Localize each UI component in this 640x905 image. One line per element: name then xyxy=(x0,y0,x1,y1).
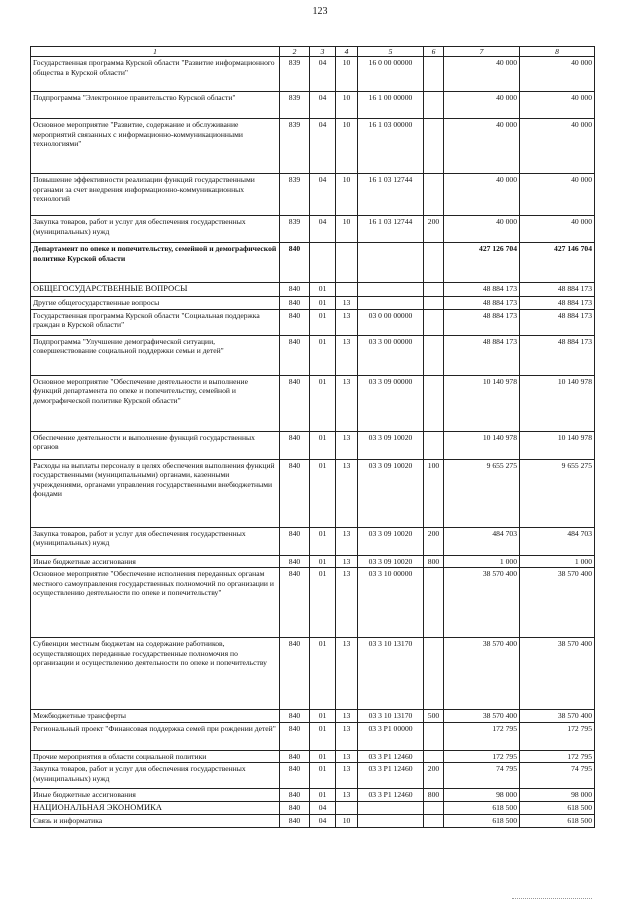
row-amount-year1: 172 795 xyxy=(444,722,520,750)
column-header: 6 xyxy=(424,47,444,57)
row-ministry-code: 840 xyxy=(280,722,310,750)
row-amount-year1: 40 000 xyxy=(444,174,520,216)
row-target-code: 16 1 03 12744 xyxy=(358,216,424,243)
page-number: 123 xyxy=(312,6,328,17)
row-expense-type xyxy=(424,57,444,92)
row-section-code xyxy=(310,243,336,283)
row-amount-year1: 38 570 400 xyxy=(444,638,520,710)
row-subsection-code xyxy=(336,243,358,283)
row-amount-year2: 10 140 978 xyxy=(520,431,595,459)
row-amount-year1: 98 000 xyxy=(444,789,520,801)
row-name: Основное мероприятие "Обеспечение исполнения переданных органам местного самоуправления государственных полномочий по организации и осуществлению деятельности по опеке и попечительству" xyxy=(31,568,280,638)
row-subsection-code: 13 xyxy=(336,527,358,555)
column-header: 4 xyxy=(336,47,358,57)
row-expense-type: 200 xyxy=(424,216,444,243)
row-section-code: 04 xyxy=(310,216,336,243)
row-ministry-code: 839 xyxy=(280,57,310,92)
column-header: 7 xyxy=(444,47,520,57)
table-row xyxy=(31,174,595,216)
row-subsection-code xyxy=(336,283,358,297)
row-name: Региональный проект "Финансовая поддержка семей при рождении детей" xyxy=(31,722,280,750)
row-section-code: 01 xyxy=(310,459,336,527)
row-name: Иные бюджетные ассигнования xyxy=(31,555,280,567)
row-amount-year2: 40 000 xyxy=(520,57,595,92)
table-row xyxy=(31,801,595,815)
table-header-row xyxy=(31,47,595,57)
row-subsection-code: 13 xyxy=(336,638,358,710)
table-row xyxy=(31,57,595,92)
row-amount-year2: 427 146 704 xyxy=(520,243,595,283)
row-ministry-code: 839 xyxy=(280,174,310,216)
row-amount-year1: 38 570 400 xyxy=(444,710,520,722)
table-row xyxy=(31,297,595,309)
row-amount-year1: 618 500 xyxy=(444,801,520,815)
row-ministry-code: 839 xyxy=(280,119,310,174)
row-expense-type: 800 xyxy=(424,555,444,567)
row-target-code: 16 1 00 00000 xyxy=(358,92,424,119)
row-amount-year1: 10 140 978 xyxy=(444,431,520,459)
row-target-code: 03 3 09 10020 xyxy=(358,527,424,555)
row-amount-year1: 48 884 173 xyxy=(444,335,520,375)
row-name: Обеспечение деятельности и выполнение функций государственных органов xyxy=(31,431,280,459)
row-target-code: 03 3 P1 12460 xyxy=(358,789,424,801)
row-ministry-code: 840 xyxy=(280,815,310,827)
table-row xyxy=(31,815,595,827)
row-ministry-code: 840 xyxy=(280,375,310,431)
row-ministry-code: 840 xyxy=(280,459,310,527)
row-subsection-code: 13 xyxy=(336,555,358,567)
row-target-code: 03 3 P1 12460 xyxy=(358,750,424,762)
row-amount-year2: 74 795 xyxy=(520,763,595,789)
row-ministry-code: 840 xyxy=(280,568,310,638)
row-expense-type: 100 xyxy=(424,459,444,527)
table-row xyxy=(31,335,595,375)
table-row xyxy=(31,216,595,243)
row-name: ОБЩЕГОСУДАРСТВЕННЫЕ ВОПРОСЫ xyxy=(31,283,280,297)
row-ministry-code: 840 xyxy=(280,801,310,815)
row-subsection-code: 13 xyxy=(336,763,358,789)
row-target-code xyxy=(358,297,424,309)
row-section-code: 01 xyxy=(310,527,336,555)
row-name: Государственная программа Курской области "Социальная поддержка граждан в Курской области" xyxy=(31,309,280,335)
row-subsection-code: 10 xyxy=(336,174,358,216)
row-amount-year2: 48 884 173 xyxy=(520,283,595,297)
row-amount-year2: 40 000 xyxy=(520,92,595,119)
table-row xyxy=(31,568,595,638)
row-expense-type xyxy=(424,750,444,762)
row-expense-type xyxy=(424,335,444,375)
row-name: Иные бюджетные ассигнования xyxy=(31,789,280,801)
row-amount-year2: 9 655 275 xyxy=(520,459,595,527)
table-row xyxy=(31,638,595,710)
table-row xyxy=(31,243,595,283)
table-body xyxy=(31,57,595,827)
table-row xyxy=(31,119,595,174)
row-amount-year2: 1 000 xyxy=(520,555,595,567)
row-name: Основное мероприятие "Обеспечение деятельности и выполнение функций департамента по опеке и попечительству, семейной и демографической политике Курской области" xyxy=(31,375,280,431)
row-target-code xyxy=(358,243,424,283)
row-name: Основное мероприятие "Развитие, содержание и обслуживание мероприятий связанных с информационно-коммуникационными технологиями" xyxy=(31,119,280,174)
row-subsection-code: 10 xyxy=(336,57,358,92)
row-name: Подпрограмма "Улучшение демографической ситуации, совершенствование социальной поддержки семьи и детей" xyxy=(31,335,280,375)
row-subsection-code: 10 xyxy=(336,815,358,827)
row-amount-year2: 48 884 173 xyxy=(520,309,595,335)
row-amount-year1: 48 884 173 xyxy=(444,309,520,335)
row-amount-year1: 40 000 xyxy=(444,119,520,174)
row-ministry-code: 839 xyxy=(280,92,310,119)
row-ministry-code: 840 xyxy=(280,638,310,710)
row-amount-year1: 74 795 xyxy=(444,763,520,789)
column-header: 1 xyxy=(31,47,280,57)
row-section-code: 01 xyxy=(310,375,336,431)
table-row xyxy=(31,750,595,762)
row-amount-year2: 38 570 400 xyxy=(520,710,595,722)
row-expense-type xyxy=(424,722,444,750)
table-row xyxy=(31,527,595,555)
row-amount-year1: 1 000 xyxy=(444,555,520,567)
table-row xyxy=(31,92,595,119)
table-row xyxy=(31,722,595,750)
row-section-code: 01 xyxy=(310,710,336,722)
row-subsection-code: 13 xyxy=(336,431,358,459)
row-target-code: 03 3 10 00000 xyxy=(358,568,424,638)
row-amount-year2: 48 884 173 xyxy=(520,335,595,375)
row-expense-type xyxy=(424,243,444,283)
row-section-code: 04 xyxy=(310,801,336,815)
row-name: Связь и информатика xyxy=(31,815,280,827)
row-section-code: 01 xyxy=(310,283,336,297)
row-name: Повышение эффективности реализации функций государственными органами за счет внедрения информационно-коммуникационных технологий xyxy=(31,174,280,216)
row-subsection-code xyxy=(336,801,358,815)
table-row xyxy=(31,431,595,459)
row-subsection-code: 13 xyxy=(336,750,358,762)
row-section-code: 01 xyxy=(310,309,336,335)
row-name: НАЦИОНАЛЬНАЯ ЭКОНОМИКА xyxy=(31,801,280,815)
row-subsection-code: 10 xyxy=(336,92,358,119)
column-header: 5 xyxy=(358,47,424,57)
row-expense-type xyxy=(424,801,444,815)
row-name: Закупка товаров, работ и услуг для обеспечения государственных (муниципальных) нужд xyxy=(31,216,280,243)
row-amount-year2: 38 570 400 xyxy=(520,568,595,638)
row-ministry-code: 840 xyxy=(280,750,310,762)
row-ministry-code: 840 xyxy=(280,527,310,555)
budget-table xyxy=(30,46,595,828)
row-subsection-code: 13 xyxy=(336,568,358,638)
row-amount-year2: 40 000 xyxy=(520,119,595,174)
row-target-code: 03 3 09 00000 xyxy=(358,375,424,431)
row-expense-type xyxy=(424,309,444,335)
row-amount-year2: 172 795 xyxy=(520,722,595,750)
row-section-code: 01 xyxy=(310,555,336,567)
row-name: Подпрограмма "Электронное правительство Курской области" xyxy=(31,92,280,119)
table-row xyxy=(31,763,595,789)
row-target-code: 03 3 09 10020 xyxy=(358,555,424,567)
row-expense-type: 800 xyxy=(424,789,444,801)
row-amount-year2: 618 500 xyxy=(520,801,595,815)
row-ministry-code: 840 xyxy=(280,335,310,375)
row-subsection-code: 13 xyxy=(336,297,358,309)
row-amount-year2: 484 703 xyxy=(520,527,595,555)
row-section-code: 04 xyxy=(310,119,336,174)
row-ministry-code: 840 xyxy=(280,763,310,789)
row-amount-year1: 10 140 978 xyxy=(444,375,520,431)
row-target-code: 16 1 03 00000 xyxy=(358,119,424,174)
page-edge-mark xyxy=(512,898,592,901)
row-target-code: 03 3 09 10020 xyxy=(358,431,424,459)
row-expense-type: 200 xyxy=(424,763,444,789)
row-ministry-code: 840 xyxy=(280,309,310,335)
row-amount-year2: 40 000 xyxy=(520,216,595,243)
row-subsection-code: 13 xyxy=(336,375,358,431)
row-amount-year1: 618 500 xyxy=(444,815,520,827)
row-amount-year2: 48 884 173 xyxy=(520,297,595,309)
row-target-code: 03 3 00 00000 xyxy=(358,335,424,375)
row-expense-type xyxy=(424,119,444,174)
column-header: 8 xyxy=(520,47,595,57)
row-subsection-code: 13 xyxy=(336,335,358,375)
row-name: Закупка товаров, работ и услуг для обеспечения государственных (муниципальных) нужд xyxy=(31,763,280,789)
row-target-code: 03 3 10 13170 xyxy=(358,638,424,710)
table-row xyxy=(31,309,595,335)
row-target-code: 03 3 09 10020 xyxy=(358,459,424,527)
row-target-code: 03 0 00 00000 xyxy=(358,309,424,335)
row-amount-year1: 48 884 173 xyxy=(444,283,520,297)
row-section-code: 01 xyxy=(310,568,336,638)
table-row xyxy=(31,375,595,431)
row-subsection-code: 10 xyxy=(336,119,358,174)
row-section-code: 04 xyxy=(310,92,336,119)
table-row xyxy=(31,283,595,297)
row-amount-year1: 40 000 xyxy=(444,216,520,243)
row-amount-year1: 172 795 xyxy=(444,750,520,762)
row-expense-type: 200 xyxy=(424,527,444,555)
table-row xyxy=(31,459,595,527)
table-row xyxy=(31,789,595,801)
row-target-code xyxy=(358,815,424,827)
row-ministry-code: 840 xyxy=(280,431,310,459)
row-ministry-code: 840 xyxy=(280,710,310,722)
row-ministry-code: 840 xyxy=(280,243,310,283)
row-ministry-code: 840 xyxy=(280,789,310,801)
row-section-code: 01 xyxy=(310,638,336,710)
row-amount-year1: 40 000 xyxy=(444,57,520,92)
row-section-code: 01 xyxy=(310,763,336,789)
column-header: 3 xyxy=(310,47,336,57)
row-name: Прочие мероприятия в области социальной политики xyxy=(31,750,280,762)
row-target-code: 16 0 00 00000 xyxy=(358,57,424,92)
row-amount-year1: 38 570 400 xyxy=(444,568,520,638)
row-ministry-code: 839 xyxy=(280,216,310,243)
row-section-code: 01 xyxy=(310,335,336,375)
row-target-code xyxy=(358,801,424,815)
row-section-code: 04 xyxy=(310,815,336,827)
row-subsection-code: 13 xyxy=(336,459,358,527)
row-amount-year1: 48 884 173 xyxy=(444,297,520,309)
row-amount-year1: 9 655 275 xyxy=(444,459,520,527)
row-expense-type xyxy=(424,431,444,459)
row-amount-year2: 618 500 xyxy=(520,815,595,827)
row-section-code: 01 xyxy=(310,722,336,750)
row-name: Межбюджетные трансферты xyxy=(31,710,280,722)
column-header: 2 xyxy=(280,47,310,57)
row-expense-type xyxy=(424,174,444,216)
row-expense-type xyxy=(424,375,444,431)
row-name: Субвенции местным бюджетам на содержание работников, осуществляющих переданные государственные полномочия по организации и осуществлению деятельности по опеке и попечительству xyxy=(31,638,280,710)
table-row xyxy=(31,555,595,567)
row-target-code: 16 1 03 12744 xyxy=(358,174,424,216)
row-subsection-code: 13 xyxy=(336,789,358,801)
row-amount-year1: 427 126 704 xyxy=(444,243,520,283)
row-subsection-code: 13 xyxy=(336,722,358,750)
row-subsection-code: 13 xyxy=(336,309,358,335)
row-expense-type xyxy=(424,815,444,827)
row-section-code: 04 xyxy=(310,57,336,92)
row-target-code: 03 3 10 13170 xyxy=(358,710,424,722)
row-expense-type xyxy=(424,283,444,297)
row-name: Департамент по опеке и попечительству, семейной и демографической политике Курской области xyxy=(31,243,280,283)
row-amount-year2: 98 000 xyxy=(520,789,595,801)
row-name: Расходы на выплаты персоналу в целях обеспечения выполнения функций государственными (муниципальными) органами, казенными учреждениями, органами управления государственными внебюджетными фондами xyxy=(31,459,280,527)
row-target-code: 03 3 P1 12460 xyxy=(358,763,424,789)
row-section-code: 01 xyxy=(310,431,336,459)
row-expense-type: 500 xyxy=(424,710,444,722)
row-ministry-code: 840 xyxy=(280,555,310,567)
row-target-code: 03 3 P1 00000 xyxy=(358,722,424,750)
row-section-code: 01 xyxy=(310,789,336,801)
row-amount-year1: 484 703 xyxy=(444,527,520,555)
row-expense-type xyxy=(424,568,444,638)
row-expense-type xyxy=(424,638,444,710)
row-ministry-code: 840 xyxy=(280,283,310,297)
row-name: Другие общегосударственные вопросы xyxy=(31,297,280,309)
row-amount-year2: 172 795 xyxy=(520,750,595,762)
row-subsection-code: 13 xyxy=(336,710,358,722)
row-section-code: 01 xyxy=(310,750,336,762)
row-name: Закупка товаров, работ и услуг для обеспечения государственных (муниципальных) нужд xyxy=(31,527,280,555)
row-amount-year2: 38 570 400 xyxy=(520,638,595,710)
table-row xyxy=(31,710,595,722)
row-amount-year1: 40 000 xyxy=(444,92,520,119)
row-subsection-code: 10 xyxy=(336,216,358,243)
row-expense-type xyxy=(424,297,444,309)
row-section-code: 01 xyxy=(310,297,336,309)
row-name: Государственная программа Курской области "Развитие информационного общества в Курской области" xyxy=(31,57,280,92)
row-amount-year2: 10 140 978 xyxy=(520,375,595,431)
row-expense-type xyxy=(424,92,444,119)
row-section-code: 04 xyxy=(310,174,336,216)
row-amount-year2: 40 000 xyxy=(520,174,595,216)
row-ministry-code: 840 xyxy=(280,297,310,309)
row-target-code xyxy=(358,283,424,297)
